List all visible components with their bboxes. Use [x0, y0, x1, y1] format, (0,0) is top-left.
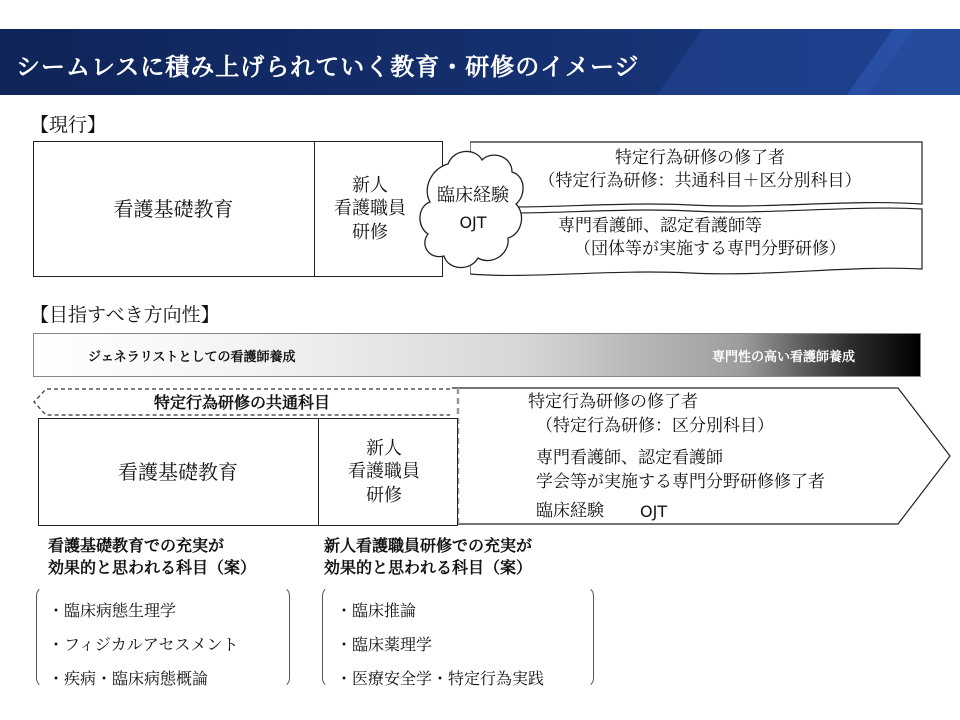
list-item: ・フィジカルアセスメント — [48, 635, 239, 654]
right-proposal-heading — [324, 535, 532, 580]
new-nurse-line: 看護職員 — [334, 198, 406, 220]
list-item: ・臨床推論 — [336, 601, 417, 620]
current-new-nurse-training — [315, 141, 425, 277]
current-specialist — [500, 215, 920, 261]
current-label: 【現行】 — [30, 114, 107, 136]
specialist-line: 専門看護師、認定看護師等 — [558, 216, 762, 236]
new-nurse-line: 研修 — [352, 221, 388, 243]
specific-act-line: 特定行為研修の修了者 — [615, 148, 785, 168]
list-item: ・臨床病態生理学 — [48, 601, 177, 620]
ojt-label: OJT — [459, 213, 487, 233]
future-specific-act: 特定行為研修の修了者 — [528, 392, 698, 412]
clinical-label: 臨床経験 — [437, 185, 509, 206]
left-proposal-heading — [48, 535, 256, 580]
page-title: シームレスに積み上げられていく教育・研修のイメージ — [16, 53, 640, 81]
bar-specialist-label: 専門性の高い看護師養成 — [712, 350, 856, 365]
current-specific-act — [480, 147, 920, 193]
future-specific-act-detail: （特定行為研修：区分別科目） — [536, 416, 774, 436]
specialist-line: （団体等が実施する専門分野研修） — [574, 238, 846, 259]
future-clinical: 臨床経験 — [536, 501, 604, 521]
heading-line: 効果的と思われる科目（案） — [48, 558, 257, 578]
left-proposal-list — [48, 594, 239, 696]
new-nurse-line: 研修 — [366, 484, 402, 506]
heading-line: 効果的と思われる科目（案） — [324, 558, 533, 578]
list-item: ・医療安全学・特定行為実践 — [336, 669, 545, 688]
new-nurse-line: 看護職員 — [348, 461, 420, 483]
current-clinical — [418, 184, 528, 232]
future-society-training: 学会等が実施する専門分野研修修了者 — [536, 472, 825, 492]
list-item: ・臨床薬理学 — [336, 635, 433, 654]
title-bar — [0, 29, 960, 95]
list-item: ・疾病・臨床病態概論 — [48, 669, 209, 688]
common-subjects-label: 特定行為研修の共通科目 — [153, 393, 330, 412]
new-nurse-line: 新人 — [366, 437, 402, 459]
bar-generalist-label: ジェネラリストとしての看護師養成 — [88, 350, 296, 365]
specific-act-line: （特定行為研修：共通科目＋区分別科目） — [538, 170, 862, 191]
heading-line: 看護基礎教育での充実が — [48, 536, 225, 555]
current-basic-education: 看護基礎教育 — [113, 196, 234, 221]
future-ojt: OJT — [640, 502, 668, 521]
future-specialist: 専門看護師、認定看護師 — [536, 448, 723, 468]
right-proposal-list — [336, 594, 544, 696]
future-new-nurse-training — [319, 418, 449, 526]
future-basic-education: 看護基礎教育 — [118, 459, 238, 484]
heading-line: 新人看護職員研修での充実が — [324, 536, 533, 555]
future-label: 【目指すべき方向性】 — [30, 304, 220, 326]
new-nurse-line: 新人 — [352, 174, 388, 196]
